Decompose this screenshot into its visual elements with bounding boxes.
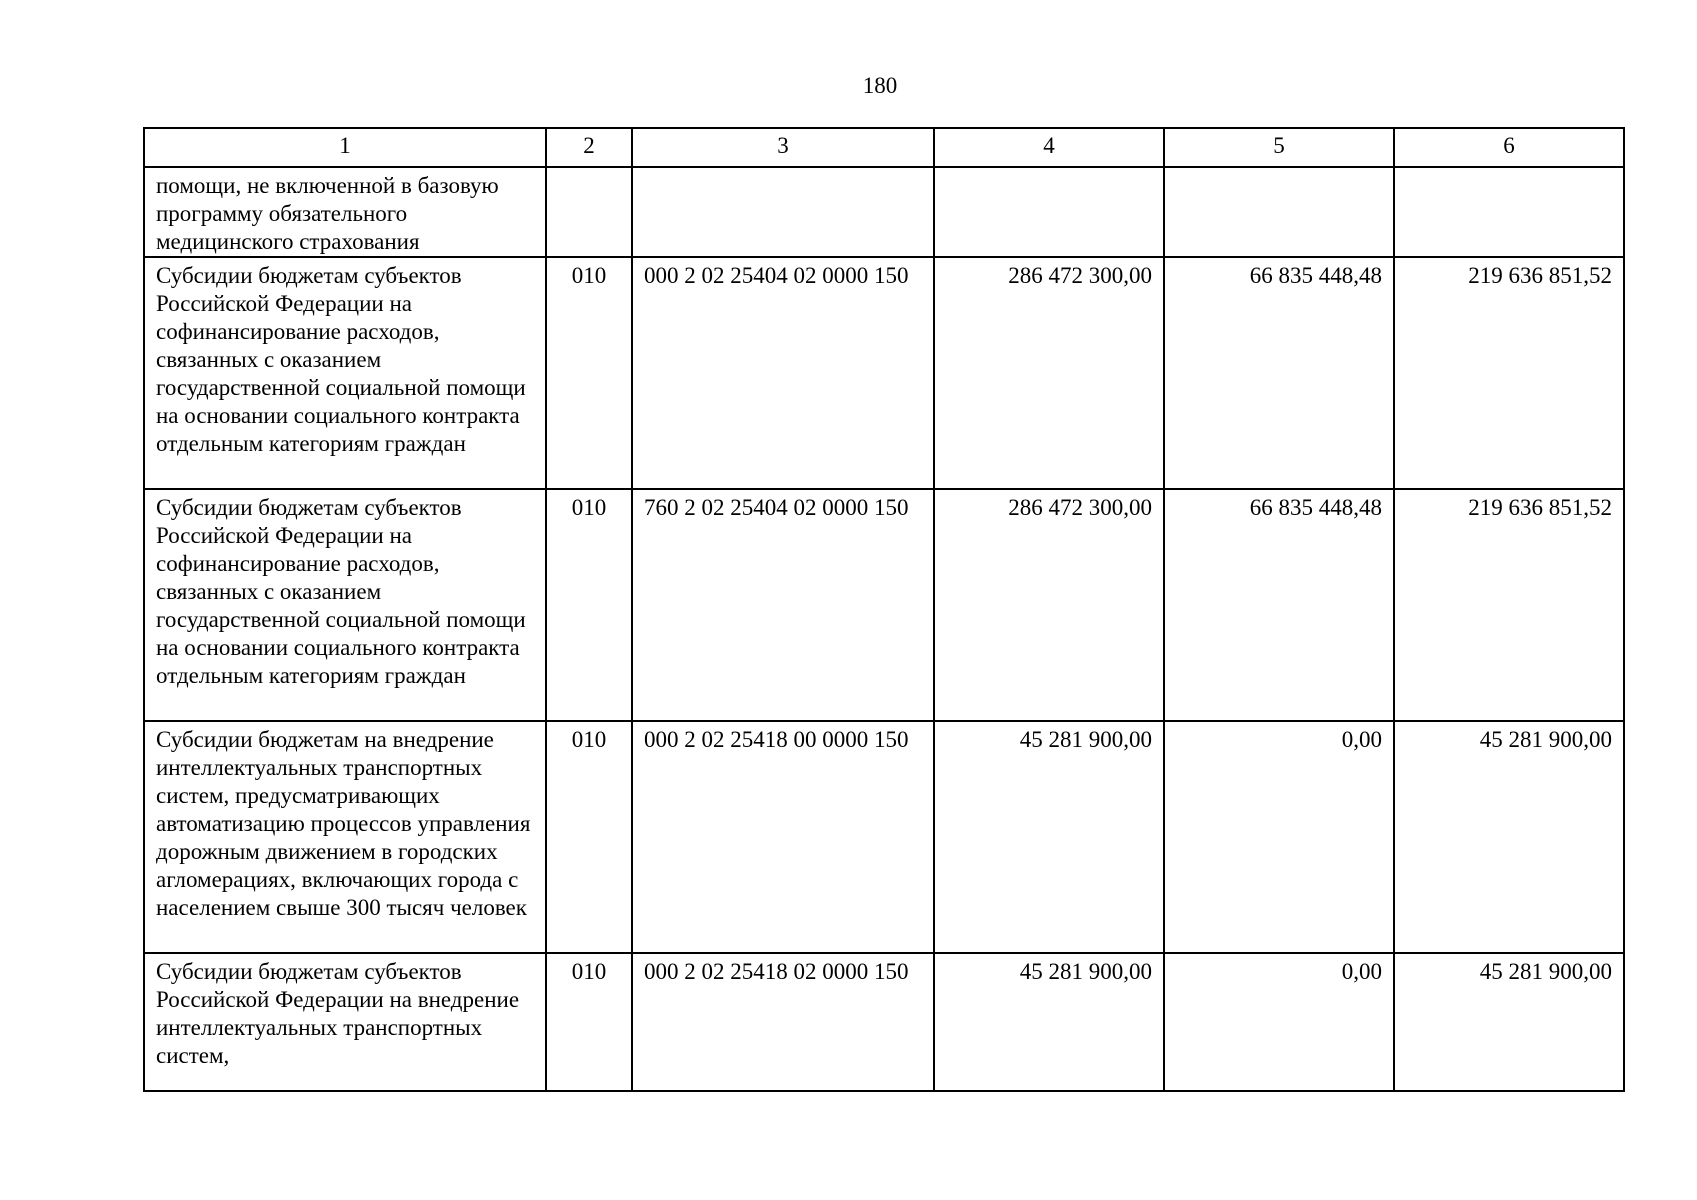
row-unexecuted-cell: 45 281 900,00: [1394, 721, 1624, 953]
table-row: [144, 721, 1624, 953]
row-kbk-cell: 000 2 02 25418 02 0000 150: [632, 953, 934, 1091]
row-unexecuted-cell: 45 281 900,00: [1394, 953, 1624, 1091]
row-approved-cell: [934, 167, 1164, 257]
table-row: [144, 257, 1624, 489]
row-executed-cell: 66 835 448,48: [1164, 257, 1394, 489]
row-kbk-cell: 000 2 02 25404 02 0000 150: [632, 257, 934, 489]
row-code-cell: 010: [546, 721, 632, 953]
row-approved-cell: 45 281 900,00: [934, 953, 1164, 1091]
row-executed-cell: 66 835 448,48: [1164, 489, 1394, 721]
row-kbk-cell: 760 2 02 25404 02 0000 150: [632, 489, 934, 721]
row-name-cell: Субсидии бюджетам на внедрение интеллектуальных транспортных систем, предусматривающих автоматизацию процессов управления дорожным движением в городских агломерациях, включающих города с населением свыше 300 тысяч человек: [144, 721, 546, 953]
row-executed-cell: [1164, 167, 1394, 257]
column-header-5: 5: [1164, 128, 1394, 167]
row-code-cell: 010: [546, 257, 632, 489]
row-approved-cell: 286 472 300,00: [934, 489, 1164, 721]
column-header-3: 3: [632, 128, 934, 167]
row-name-cell: Субсидии бюджетам субъектов Российской Федерации на внедрение интеллектуальных транспортных систем,: [144, 953, 546, 1091]
row-name-cell: помощи, не включенной в базовую программу обязательного медицинского страхования: [144, 167, 546, 257]
row-kbk-cell: 000 2 02 25418 00 0000 150: [632, 721, 934, 953]
row-unexecuted-cell: 219 636 851,52: [1394, 489, 1624, 721]
row-code-cell: 010: [546, 489, 632, 721]
table-row: [144, 489, 1624, 721]
row-kbk-cell: [632, 167, 934, 257]
row-unexecuted-cell: 219 636 851,52: [1394, 257, 1624, 489]
page-number: 180: [862, 73, 898, 98]
row-approved-cell: 286 472 300,00: [934, 257, 1164, 489]
row-code-cell: 010: [546, 953, 632, 1091]
row-executed-cell: 0,00: [1164, 953, 1394, 1091]
column-header-2: 2: [546, 128, 632, 167]
table-row: [144, 167, 1624, 257]
table-header-row: [144, 128, 1624, 167]
column-header-1: 1: [144, 128, 546, 167]
row-approved-cell: 45 281 900,00: [934, 721, 1164, 953]
row-code-cell: [546, 167, 632, 257]
row-executed-cell: 0,00: [1164, 721, 1394, 953]
row-name-cell: Субсидии бюджетам субъектов Российской Федерации на софинансирование расходов, связанных с оказанием государственной социальной помощи на основании социального контракта отдельным категориям граждан: [144, 489, 546, 721]
row-unexecuted-cell: [1394, 167, 1624, 257]
column-header-4: 4: [934, 128, 1164, 167]
row-name-cell: Субсидии бюджетам субъектов Российской Федерации на софинансирование расходов, связанных с оказанием государственной социальной помощи на основании социального контракта отдельным категориям граждан: [144, 257, 546, 489]
budget-execution-table: [143, 127, 1625, 1092]
column-header-6: 6: [1394, 128, 1624, 167]
table-row: [144, 953, 1624, 1091]
